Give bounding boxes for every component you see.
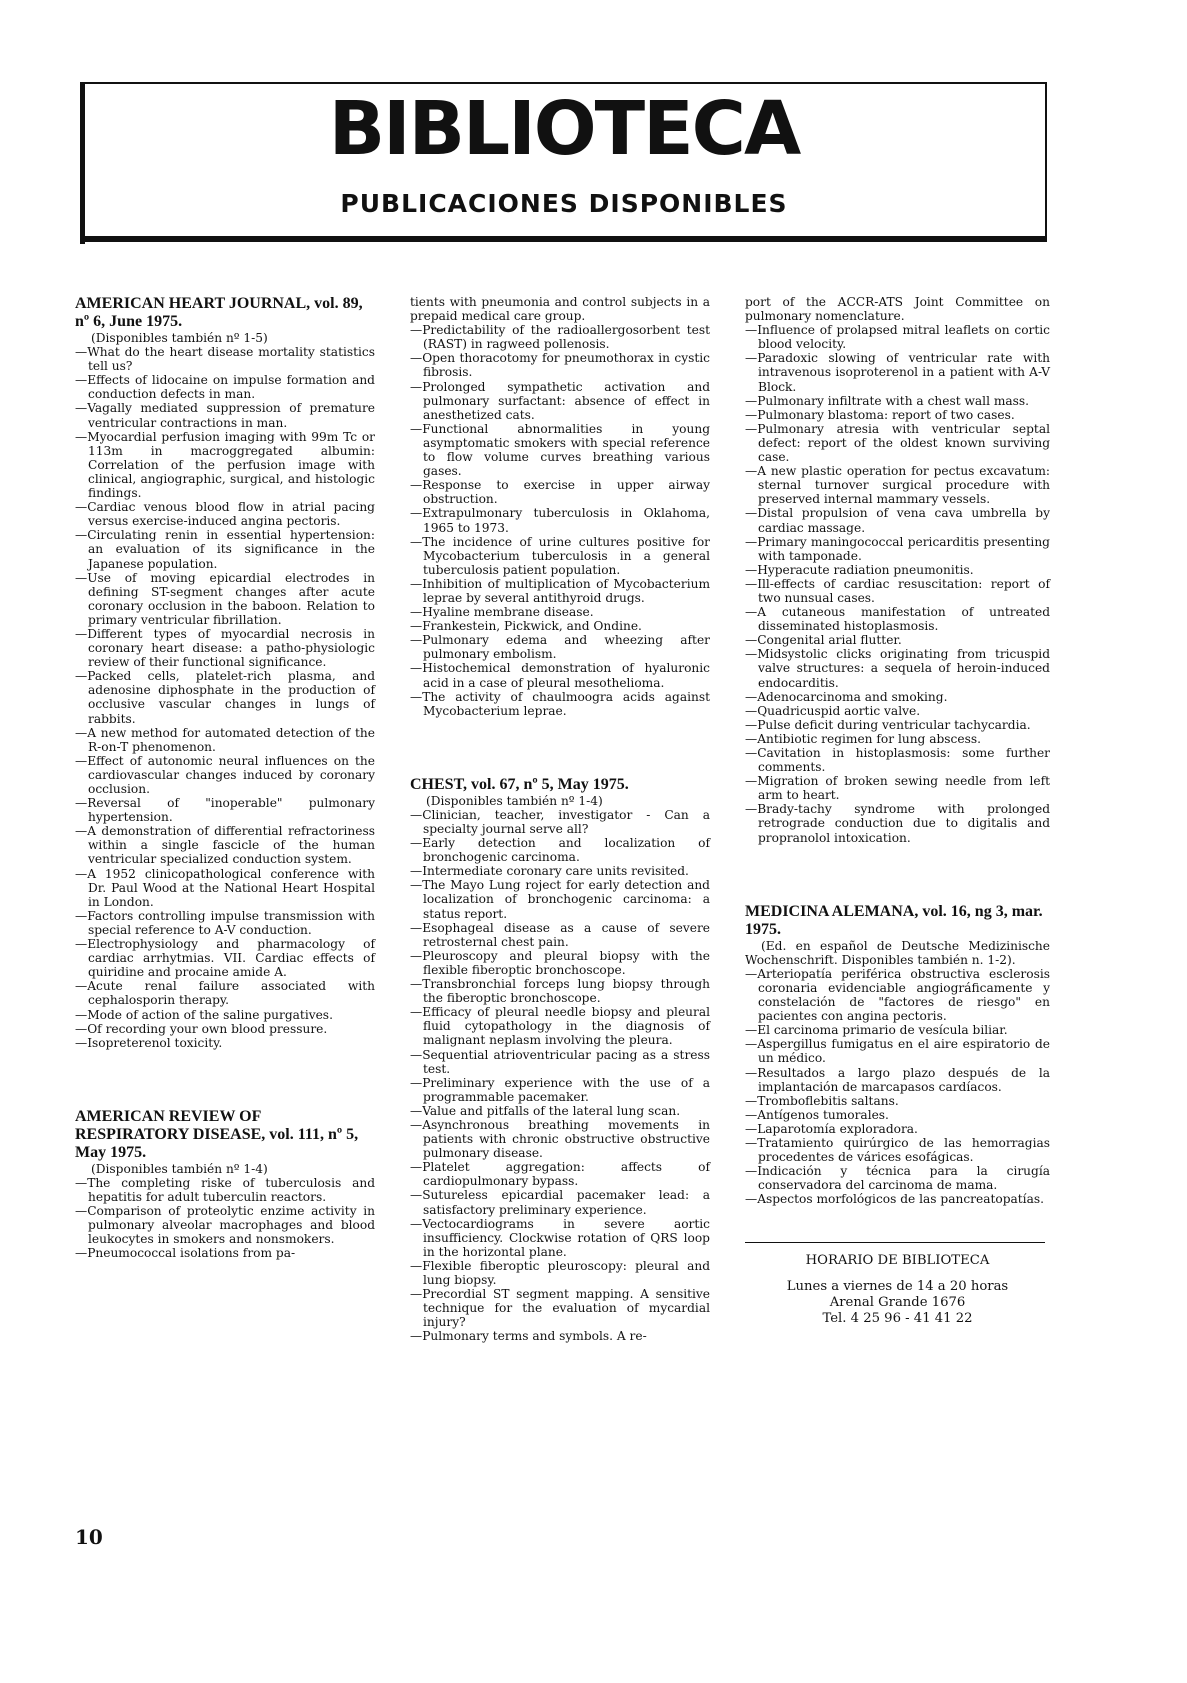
article-entry: —Esophageal disease as a cause of severe retrosternal chest pain. [410,920,710,949]
article-entry: —Platelet aggregation: affects of cardiopulmonary bypass. [410,1160,710,1189]
article-entry: —Use of moving epicardial electrodes in defining ST-segment changes after acute coronary occlusion in the baboon. Relation to primary ventricular fibrillation. [75,570,375,627]
hours-phone: Tel. 4 25 96 - 41 41 22 [822,1311,973,1327]
article-entry: —Vectocardiograms in severe aortic insufficiency. Clockwise rotation of QRS loop in the horizontal plane. [410,1216,710,1259]
article-entry: —Preliminary experience with the use of a programmable pacemaker. [410,1075,710,1104]
article-entry: —Tromboflebitis saltans. [745,1093,899,1108]
column-3 [745,295,1050,1327]
article-entry: —Brady-tachy syndrome with prolonged retrograde conduction due to digitalis and propranolol intoxication. [745,802,1050,845]
journal-heading: AMERICAN HEART JOURNAL, vol. 89, nº 6, June 1975. [75,295,363,330]
article-entry: —Flexible fiberoptic pleuroscopy: pleural and lung biopsy. [410,1258,710,1287]
article-entry: —Open thoracotomy for pneumothorax in cystic fibrosis. [410,351,710,380]
article-entry: —Antígenos tumorales. [745,1107,889,1122]
article-entry: —Hyaline membrane disease. [410,605,594,620]
article-entry: —Resultados a largo plazo después de la implantación de marcapasos cardíacos. [745,1065,1050,1094]
article-entry: —Migration of broken sewing needle from left arm to heart. [745,774,1050,803]
article-entry: —Inhibition of multiplication of Mycobacterium leprae by several antithyroid drugs. [410,576,710,605]
article-entry: —The completing riske of tuberculosis and hepatitis for adult tuberculin reactors. [75,1175,375,1204]
article-entry: —Of recording your own blood pressure. [75,1021,328,1036]
banner [81,82,1047,242]
article-list [745,323,1050,844]
article-entry: —Extrapulmonary tuberculosis in Oklahoma, 1965 to 1973. [410,506,710,535]
article-entry: —El carcinoma primario de vesícula biliar. [745,1023,1008,1038]
article-entry: —The incidence of urine cultures positive for Mycobacterium tuberculosis in a general tuberculosis patient population. [410,534,710,577]
column-1 [75,295,375,1260]
article-entry: —Effects of lidocaine on impulse formation and conduction defects in man. [75,373,375,402]
article-entry: —Pulmonary blastoma: report of two cases. [745,407,1015,422]
article-entry: —Myocardial perfusion imaging with 99m Tc or 113m in macroggregated albumin: Correlation of the perfusion image with clinical, angiographic, surgical, and histologic findings. [75,429,375,501]
article-entry: —Acute renal failure associated with cephalosporin therapy. [75,979,375,1008]
article-entry: —Reversal of "inoperable" pulmonary hypertension. [75,796,375,825]
article-entry: —A 1952 clinicopathological conference with Dr. Paul Wood at the National Heart Hospital in London. [75,866,375,909]
article-entry: —Pulmonary infiltrate with a chest wall mass. [745,393,1030,408]
article-entry: —Pulse deficit during ventricular tachycardia. [745,717,1031,732]
article-entry: —Aspectos morfológicos de las pancreatopatías. [745,1192,1044,1207]
article-entry: —A cutaneous manifestation of untreated disseminated histoplasmosis. [745,605,1050,634]
article-entry: —Laparotomía exploradora. [745,1121,918,1136]
article-entry: —Paradoxic slowing of ventricular rate with intravenous isoproterenol in a patient with A-V Block. [745,351,1050,394]
article-entry: —Histochemical demonstration of hyaluronic acid in a case of pleural mesothelioma. [410,661,710,690]
column-2 [410,295,710,1343]
article-entry: —Packed cells, platelet-rich plasma, and adenosine diphosphate in the production of occlusive vascular changes in lungs of rabbits. [75,669,375,726]
article-entry: —Quadricuspid aortic valve. [745,703,921,718]
article-entry: —Precordial ST segment mapping. A sensitive technique for the evaluation of mycardial injury? [410,1287,710,1330]
article-entry: —Asynchronous breathing movements in patients with chronic obstructive obstructive pulmonary disease. [410,1117,710,1161]
article-entry: —Ill-effects of cardiac resuscitation: report of two nunsual cases. [745,576,1050,605]
article-entry: —Vagally mediated suppression of premature ventricular contractions in man. [75,401,375,430]
article-entry: —Sutureless epicardial pacemaker lead: a satisfactory preliminary experience. [410,1188,710,1217]
article-entry: —Arteriopatía periférica obstructiva esclerosis coronaria evidenciable angiográficamente y constelación de "factores de riesgo" en pacientes con angina pectoris. [745,966,1050,1024]
article-entry: —Influence of prolapsed mitral leaflets on cortic blood velocity. [745,323,1050,352]
article-entry: —Effect of autonomic neural influences on the cardiovascular changes induced by coronary occlusion. [75,753,375,796]
availability-note: (Disponibles también nº 1-5) [91,331,268,345]
article-entry: —Factors controlling impulse transmission with special reference to A-V conduction. [75,908,375,937]
article-entry: —What do the heart disease mortality statistics tell us? [75,345,375,374]
article-entry: —Cardiac venous blood flow in atrial pacing versus exercise-induced angina pectoris. [75,500,375,529]
article-entry: —Transbronchial forceps lung biopsy through the fiberoptic bronchoscope. [410,977,710,1006]
article-list [745,967,1050,1207]
article-entry: —Pulmonary atresia with ventricular septal defect: report of the oldest known surviving case. [745,421,1050,465]
article-entry: —Value and pitfalls of the lateral lung scan. [410,1103,681,1118]
article-entry: —Adenocarcinoma and smoking. [745,689,948,704]
article-entry: —Circulating renin in essential hypertension: an evaluation of its significance in the Japanese population. [75,528,375,571]
article-entry: —Congenital arial flutter. [745,633,902,648]
page-title: BIBLIOTECA [328,86,800,172]
article-entry: —Pneumococcal isolations from pa- [75,1246,296,1261]
article-entry: —Comparison of proteolytic enzime activity in pulmonary alveolar macrophages and blood leukocytes in smokers and nonsmokers. [75,1204,375,1247]
library-hours [745,1253,1050,1327]
article-entry: —Efficacy of pleural needle biopsy and pleural fluid cytopathology in the diagnosis of malignant neplasm involving the pleura. [410,1005,710,1048]
article-entry: —Different types of myocardial necrosis in coronary heart disease: a patho-physiologic review of their functional significance. [75,626,375,670]
article-entry: —Hyperacute radiation pneumonitis. [745,562,974,577]
availability-note: (Disponibles también nº 1-4) [426,793,603,808]
article-entry: —The Mayo Lung roject for early detection and localization of bronchogenic carcinoma: a status report. [410,878,710,921]
continued-entry: tients with pneumonia and control subjects in a prepaid medical care group. [410,295,710,324]
article-entry: —Tratamiento quirúrgico de las hemorragias procedentes de várices esofágicas. [745,1135,1050,1165]
page-number: 10 [75,1525,103,1549]
article-entry: —Functional abnormalities in young asymptomatic smokers with special reference to flow volume curves breathing various gases. [410,421,710,479]
article-entry: —Indicación y técnica para la cirugía conservadora del carcinoma de mama. [745,1164,1050,1193]
hours-line: Lunes a viernes de 14 a 20 horas [786,1279,1009,1295]
article-entry: —Distal propulsion of vena cava umbrella by cardiac massage. [745,506,1050,535]
availability-note: (Disponibles también nº 1-4) [91,1161,268,1176]
article-entry: —Antibiotic regimen for lung abscess. [745,731,981,746]
article-entry: —Clinician, teacher, investigator - Can a specialty journal serve all? [410,807,710,836]
article-entry: —A new method for automated detection of the R-on-T phenomenon. [75,725,375,754]
availability-note: (Ed. en español de Deutsche Medizinische Wochenschrift. Disponibles también n. 1-2). [745,938,1050,967]
article-entry: —Pleuroscopy and pleural biopsy with the flexible fiberoptic bronchoscope. [410,948,710,977]
article-entry: —Electrophysiology and pharmacology of cardiac arrhytmias. VII. Cardiac effects of quiridine and procaine amide A. [75,937,375,980]
article-entry: —Midsystolic clicks originating from tricuspid valve structures: a sequela of heroin-induced endocarditis. [745,647,1050,690]
article-list [410,808,710,1344]
article-entry: —Frankestein, Pickwick, and Ondine. [410,619,642,634]
article-entry: —The activity of chaulmoogra acids against Mycobacterium leprae. [410,689,710,718]
hours-title: HORARIO DE BIBLIOTECA [805,1253,990,1269]
hours-address: Arenal Grande 1676 [829,1295,966,1311]
article-entry: —Aspergillus fumigatus en el aire espiratorio de un médico. [745,1037,1050,1066]
journal-heading: MEDICINA ALEMANA, vol. 16, ng 3, mar. 1975. [745,902,1043,938]
journal-heading: CHEST, vol. 67, nº 5, May 1975. [410,775,629,793]
article-entry: —A demonstration of differential refractoriness within a single fascicle of the human ventricular specialized conduction system. [75,824,375,867]
journal-heading: AMERICAN REVIEW OF RESPIRATORY DISEASE, vol. 111, nº 5, May 1975. [75,1107,359,1161]
article-entry: —Mode of action of the saline purgatives. [75,1007,333,1022]
page-subtitle: PUBLICACIONES DISPONIBLES [340,189,788,218]
article-entry: —Pulmonary terms and symbols. A re- [410,1329,647,1344]
article-entry: —Prolonged sympathetic activation and pulmonary surfactant: absence of effect in anesthetized cats. [410,379,710,422]
article-entry: —Early detection and localization of bronchogenic carcinoma. [410,836,710,865]
divider [745,1242,1045,1243]
article-list [75,1176,375,1261]
article-entry: —Isopreterenol toxicity. [75,1035,223,1050]
article-list [75,345,375,1050]
continued-entry: port of the ACCR-ATS Joint Committee on pulmonary nomenclature. [745,295,1050,324]
article-entry: —Sequential atrioventricular pacing as a stress test. [410,1047,710,1076]
article-list [410,323,710,718]
article-entry: —Pulmonary edema and wheezing after pulmonary embolism. [410,633,710,662]
article-entry: —Primary maningococcal pericarditis presenting with tamponade. [745,534,1050,563]
article-entry: —Response to exercise in upper airway obstruction. [410,478,710,507]
article-entry: —Predictability of the radioallergosorbent test (RAST) in ragweed pollenosis. [410,323,710,352]
article-entry: —A new plastic operation for pectus excavatum: sternal turnover surgical procedure with preserved internal mammary vessels. [745,464,1050,507]
article-entry: —Cavitation in histoplasmosis: some further comments. [745,746,1050,775]
article-entry: —Intermediate coronary care units revisited. [410,864,689,879]
